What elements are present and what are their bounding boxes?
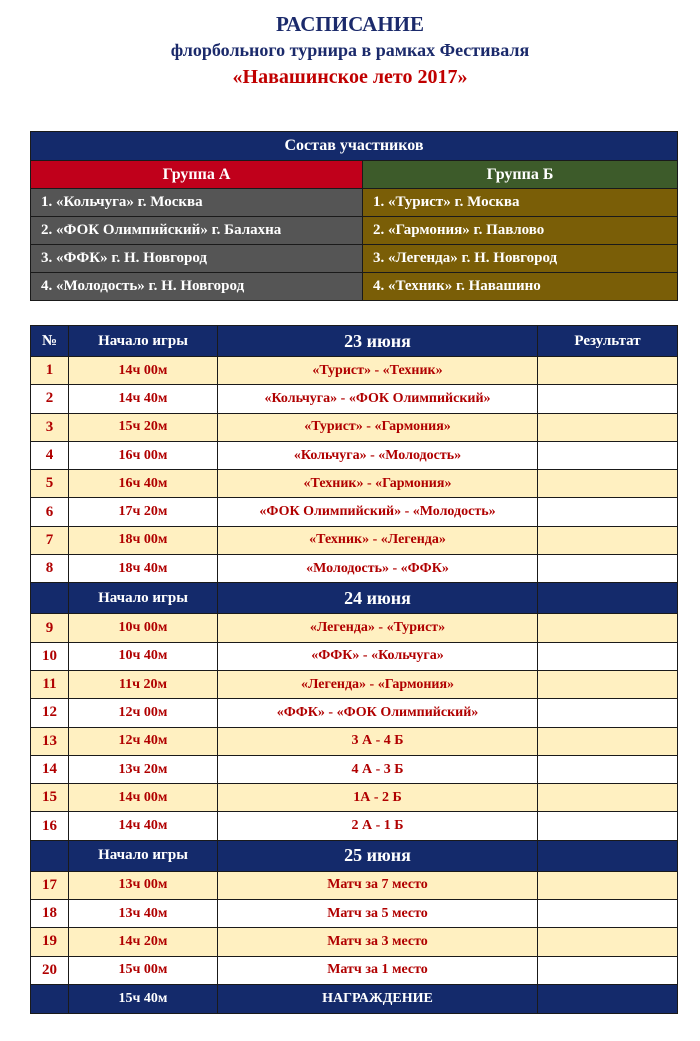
game-result-cell [538,670,678,698]
game-number: 8 [31,555,69,583]
game-match: Матч за 1 место [218,956,538,984]
game-number: 20 [31,956,69,984]
game-number: 13 [31,727,69,755]
game-result-cell [538,526,678,554]
game-result-cell [538,928,678,956]
game-match: «Легенда» - «Гармония» [218,670,538,698]
game-result-cell [538,812,678,840]
award-row [31,984,678,1013]
award-time: 15ч 40м [69,984,218,1013]
game-row [31,413,678,441]
game-number: 2 [31,385,69,413]
game-time: 16ч 00м [69,441,218,469]
game-result-cell [538,498,678,526]
game-time: 17ч 20м [69,498,218,526]
game-row [31,614,678,642]
game-match: «Кольчуга» - «ФОК Олимпийский» [218,385,538,413]
award-blank [31,984,69,1013]
game-match: Матч за 3 место [218,928,538,956]
game-number: 19 [31,928,69,956]
game-time: 18ч 40м [69,555,218,583]
result-header: Результат [538,326,678,357]
game-number: 17 [31,871,69,899]
game-time: 14ч 40м [69,385,218,413]
game-match: Матч за 5 место [218,900,538,928]
game-number: 11 [31,670,69,698]
game-result-cell [538,385,678,413]
game-time: 13ч 40м [69,900,218,928]
game-row [31,441,678,469]
game-row [31,385,678,413]
game-number: 9 [31,614,69,642]
game-result-cell [538,470,678,498]
game-number: 15 [31,784,69,812]
award-blank [538,984,678,1013]
game-time: 11ч 20м [69,670,218,698]
game-match: «Турист» - «Гармония» [218,413,538,441]
group-a-team: 3. «ФФК» г. Н. Новгород [31,245,363,273]
day-date: 23 июня [218,326,538,357]
day-header-blank [31,840,69,871]
game-row [31,727,678,755]
game-match: «Турист» - «Техник» [218,357,538,385]
game-result-cell [538,642,678,670]
game-time: 12ч 40м [69,727,218,755]
game-row [31,670,678,698]
game-result-cell [538,727,678,755]
game-number: 4 [31,441,69,469]
game-row [31,784,678,812]
start-time-header: Начало игры [69,326,218,357]
group-b-team: 2. «Гармония» г. Павлово [363,217,678,245]
game-row [31,755,678,783]
group-a-team: 2. «ФОК Олимпийский» г. Балахна [31,217,363,245]
day-date: 25 июня [218,840,538,871]
game-row [31,928,678,956]
game-result-cell [538,956,678,984]
game-number: 6 [31,498,69,526]
game-match: «Техник» - «Гармония» [218,470,538,498]
day-header-row [31,326,678,357]
game-row [31,699,678,727]
festival-name: «Навашинское лето 2017» [232,66,468,88]
game-number: 16 [31,812,69,840]
day-header-blank [31,583,69,614]
day-header-blank [538,583,678,614]
game-match: «ФФК» - «Кольчуга» [218,642,538,670]
group-a-team: 1. «Кольчуга» г. Москва [31,189,363,217]
group-b-team: 4. «Техник» г. Навашино [363,273,678,301]
game-result-cell [538,614,678,642]
game-time: 10ч 40м [69,642,218,670]
game-time: 15ч 00м [69,956,218,984]
game-row [31,498,678,526]
game-row [31,871,678,899]
game-match: 2 А - 1 Б [218,812,538,840]
game-time: 14ч 20м [69,928,218,956]
game-number: 3 [31,413,69,441]
game-time: 14ч 00м [69,357,218,385]
day-header-row [31,840,678,871]
game-number: 5 [31,470,69,498]
game-time: 18ч 00м [69,526,218,554]
game-number: 1 [31,357,69,385]
game-row [31,357,678,385]
game-result-cell [538,871,678,899]
game-time: 12ч 00м [69,699,218,727]
game-number: 18 [31,900,69,928]
game-result-cell [538,441,678,469]
game-row [31,642,678,670]
game-match: «ФОК Олимпийский» - «Молодость» [218,498,538,526]
game-time: 15ч 20м [69,413,218,441]
game-match: «ФФК» - «ФОК Олимпийский» [218,699,538,727]
game-number: 12 [31,699,69,727]
group-b-team: 3. «Легенда» г. Н. Новгород [363,245,678,273]
game-time: 14ч 00м [69,784,218,812]
game-match: «Техник» - «Легенда» [218,526,538,554]
game-result-cell [538,900,678,928]
game-result-cell [538,555,678,583]
game-match: «Легенда» - «Турист» [218,614,538,642]
game-row [31,526,678,554]
group-b-team: 1. «Турист» г. Москва [363,189,678,217]
award-label: НАГРАЖДЕНИЕ [218,984,538,1013]
game-match: 4 А - 3 Б [218,755,538,783]
game-row [31,470,678,498]
game-match: Матч за 7 место [218,871,538,899]
game-result-cell [538,784,678,812]
game-time: 14ч 40м [69,812,218,840]
game-number: 14 [31,755,69,783]
game-time: 10ч 00м [69,614,218,642]
game-result-cell [538,413,678,441]
game-number: 10 [31,642,69,670]
game-result-cell [538,755,678,783]
game-result-cell [538,699,678,727]
game-row [31,555,678,583]
group-a-header: Группа А [31,161,363,189]
participants-table [30,131,678,301]
day-date: 24 июня [218,583,538,614]
game-result-cell [538,357,678,385]
game-time: 16ч 40м [69,470,218,498]
start-time-header: Начало игры [69,840,218,871]
game-time: 13ч 00м [69,871,218,899]
game-time: 13ч 20м [69,755,218,783]
start-time-header: Начало игры [69,583,218,614]
page-title: РАСПИСАНИЕ [275,12,425,36]
schedule-table [30,325,678,1014]
col-num-header: № [31,326,69,357]
page-subtitle: флорбольного турнира в рамках Фестиваля [170,40,530,60]
game-match: «Молодость» - «ФФК» [218,555,538,583]
participants-title: Состав участников [31,132,678,161]
game-row [31,956,678,984]
game-match: 1А - 2 Б [218,784,538,812]
game-match: «Кольчуга» - «Молодость» [218,441,538,469]
game-number: 7 [31,526,69,554]
game-row [31,900,678,928]
game-row [31,812,678,840]
group-a-team: 4. «Молодость» г. Н. Новгород [31,273,363,301]
day-header-blank [538,840,678,871]
game-match: 3 А - 4 Б [218,727,538,755]
day-header-row [31,583,678,614]
group-b-header: Группа Б [363,161,678,189]
